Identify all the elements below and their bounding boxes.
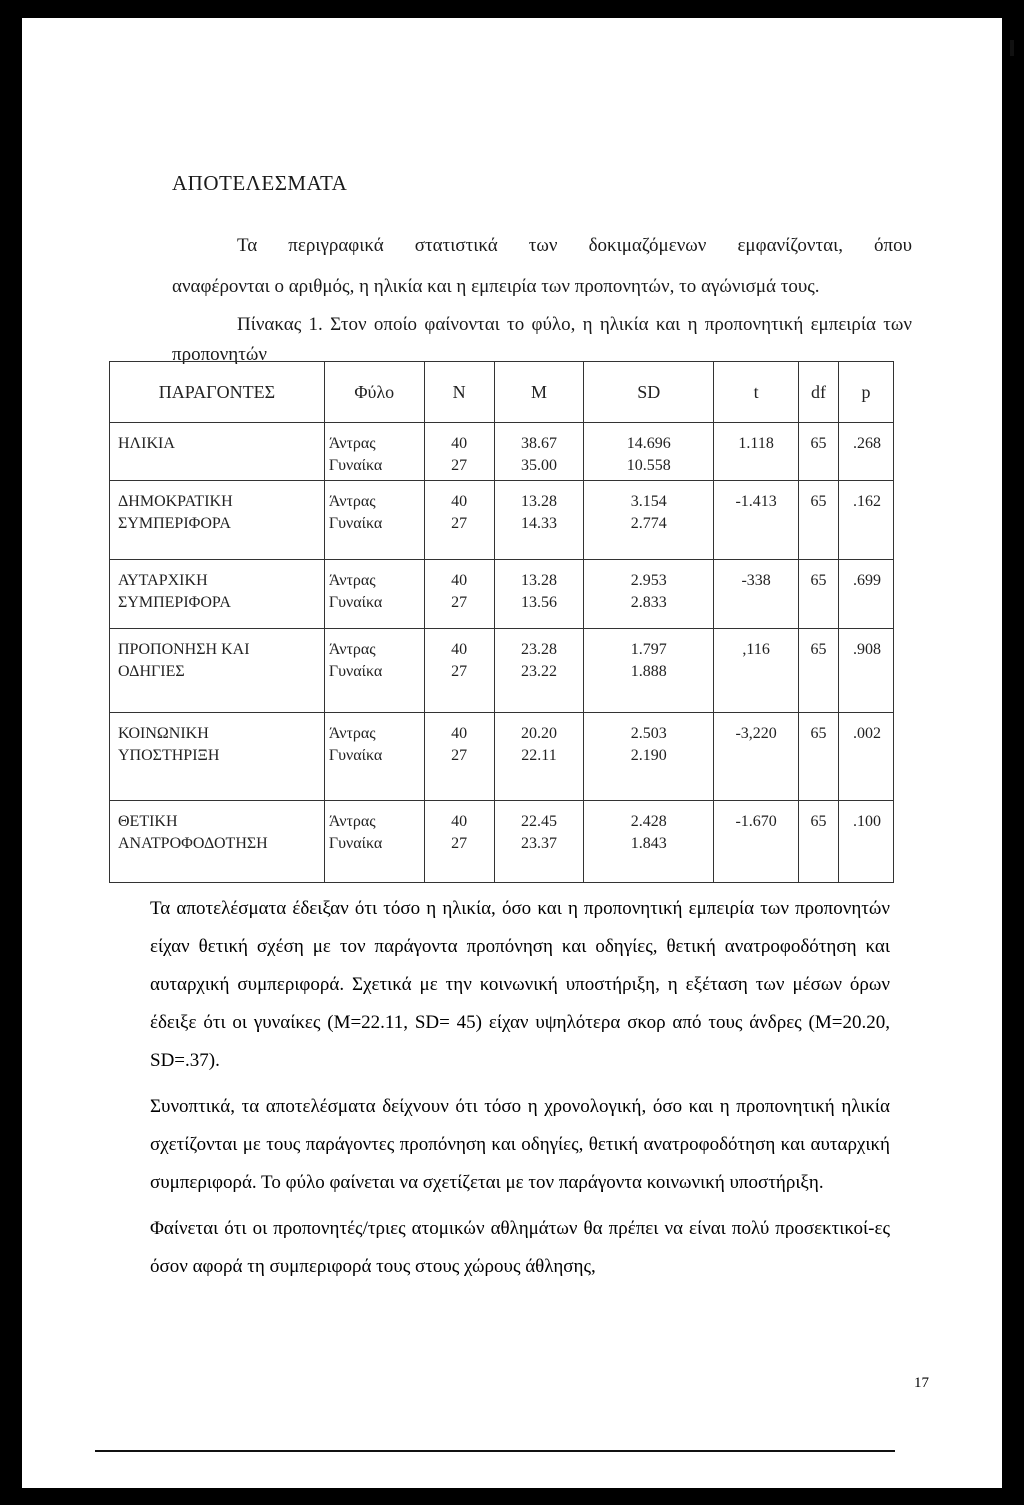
page-number: 17	[914, 1375, 929, 1391]
cell-sex-value: Άντρας	[328, 435, 376, 452]
cell-sd-value: 1.797	[630, 640, 667, 658]
cell-t	[714, 628, 799, 712]
cell-factor-value: ΚΟΙΝΩΝΙΚΗ	[118, 724, 209, 742]
cell-sex	[324, 480, 424, 559]
cell-factor-value: ΟΔΗΓΙΕΣ	[118, 662, 185, 680]
cell-sex-value: Γυναίκα	[328, 746, 383, 764]
cell-p	[838, 628, 893, 712]
cell-m-value: 22.45	[520, 813, 557, 831]
cell-sd-value: 2.953	[630, 571, 667, 589]
cell-factor	[110, 801, 325, 883]
cell-sd	[584, 801, 714, 883]
cell-m-value: 35.00	[520, 457, 557, 474]
cell-df	[799, 559, 839, 628]
caption-line-2: προπονητών	[172, 344, 267, 365]
cell-m-value: 13.28	[520, 571, 557, 589]
table-row	[110, 712, 894, 801]
cell-sex	[324, 712, 424, 801]
cell-df-value: 65	[810, 492, 827, 510]
table-row	[110, 559, 894, 628]
cell-n-value: 27	[451, 662, 468, 680]
cell-n	[424, 423, 494, 481]
header-t: t	[714, 362, 799, 423]
cell-sd-value: 2.774	[630, 514, 667, 532]
header-n: Ν	[424, 362, 494, 423]
cell-p	[838, 712, 893, 801]
cell-n	[424, 628, 494, 712]
cell-p	[838, 559, 893, 628]
cell-n-value: 40	[451, 813, 468, 831]
statistics-table	[109, 361, 894, 883]
cell-p-value: .002	[853, 724, 881, 742]
cell-n-value: 40	[451, 724, 468, 742]
cell-sex	[324, 801, 424, 883]
cell-factor	[110, 628, 325, 712]
header-sd: SD	[584, 362, 714, 423]
cell-factor-value: ΑΝΑΤΡΟΦΟΔΟΤΗΣΗ	[118, 835, 268, 853]
cell-n	[424, 801, 494, 883]
cell-t	[714, 559, 799, 628]
cell-factor-value: ΠΡΟΠΟΝΗΣΗ ΚΑΙ	[118, 640, 250, 658]
cell-sex-value: Γυναίκα	[328, 514, 383, 532]
page-bottom-rule	[95, 1450, 895, 1452]
cell-m	[494, 423, 584, 481]
cell-factor-value: ΣΥΜΠΕΡΙΦΟΡΑ	[118, 514, 231, 532]
cell-df-value: 65	[810, 813, 827, 831]
cell-t-value: ,116	[742, 640, 770, 658]
cell-sex-value: Άντρας	[328, 813, 376, 831]
cell-n-value: 27	[451, 593, 468, 611]
caption-line-1: Πίνακας 1. Στον οποίο φαίνονται το φύλο, η ηλικία και η προπονητική εμπειρία των	[237, 314, 912, 335]
cell-factor	[110, 423, 325, 481]
results-paragraph-1: Τα αποτελέσματα έδειξαν ότι τόσο η ηλικία, όσο και η προπονητική εμπειρία των προπονητών είχαν θετική σχέση με τον παράγοντα προπόνηση και οδηγίες, θετική ανατροφοδότηση και αυταρχική συμπεριφορά. Σχετικά με την κοινωνική υποστήριξη, η εξέταση των μέσων όρων έδειξε ότι οι γυναίκες (Μ=22.11, SD= 45) είχαν υψηλότερα σκορ από τους άνδρες (Μ=20.20, SD=.37).	[150, 898, 890, 1071]
cell-p-value: .100	[853, 813, 881, 831]
cell-n	[424, 480, 494, 559]
cell-m	[494, 628, 584, 712]
cell-sex-value: Γυναίκα	[328, 835, 383, 853]
cell-p	[838, 801, 893, 883]
cell-df-value: 65	[810, 571, 827, 589]
cell-n-value: 27	[451, 835, 468, 853]
table-row	[110, 628, 894, 712]
cell-t-value: -1.413	[735, 492, 777, 510]
cell-df	[799, 801, 839, 883]
cell-sex-value: Άντρας	[328, 492, 376, 510]
cell-p-value: .699	[853, 571, 881, 589]
header-factors: ΠΑΡΑΓΟΝΤΕΣ	[110, 362, 325, 423]
cell-sex-value: Γυναίκα	[328, 593, 383, 611]
cell-n-value: 40	[451, 435, 468, 452]
cell-df	[799, 480, 839, 559]
results-paragraph-2: Συνοπτικά, τα αποτελέσματα δείχνουν ότι τόσο η χρονολογική, όσο και η προπονητική ηλικία σχετίζονται με τους παράγοντες προπόνηση και οδηγίες, θετική ανατροφοδότηση και αυταρχική συμπεριφορά. Το φύλο φαίνεται να σχετίζεται με τον παράγοντα κοινωνική υποστήριξη.	[150, 1096, 890, 1193]
table-row	[110, 801, 894, 883]
cell-sex-value: Άντρας	[328, 724, 376, 742]
cell-df-value: 65	[810, 724, 827, 742]
cell-sd-value: 1.888	[630, 662, 667, 680]
cell-df	[799, 628, 839, 712]
cell-m	[494, 480, 584, 559]
cell-m-value: 14.33	[520, 514, 557, 532]
cell-factor	[110, 559, 325, 628]
section-heading: ΑΠΟΤΕΛΕΣΜΑΤΑ	[172, 171, 348, 195]
intro-paragraph	[172, 225, 912, 307]
cell-n	[424, 712, 494, 801]
cell-sd-value: 2.833	[630, 593, 667, 611]
cell-n-value: 40	[451, 640, 468, 658]
header-df: df	[799, 362, 839, 423]
cell-t-value: -3,220	[735, 724, 777, 742]
cell-p-value: .162	[853, 492, 881, 510]
cell-m	[494, 712, 584, 801]
cell-sd-value: 1.843	[630, 835, 667, 853]
cell-df	[799, 712, 839, 801]
cell-n-value: 40	[451, 571, 468, 589]
intro-line-1: Τα περιγραφικά στατιστικά των δοκιμαζόμενων εμφανίζονται, όπου	[237, 235, 912, 256]
cell-sex	[324, 628, 424, 712]
cell-sd	[584, 712, 714, 801]
header-p: p	[838, 362, 893, 423]
header-sex: Φύλο	[324, 362, 424, 423]
cell-factor-value: ΗΛΙΚΙΑ	[118, 435, 175, 452]
results-text	[150, 890, 890, 1286]
cell-p-value: .908	[853, 640, 881, 658]
cell-sex-value: Γυναίκα	[328, 457, 383, 474]
cell-t-value: 1.118	[738, 435, 774, 452]
cell-sex-value: Άντρας	[328, 640, 376, 658]
cell-sex-value: Άντρας	[328, 571, 376, 589]
cell-p	[838, 423, 893, 481]
intro-line-2: αναφέρονται ο αριθμός, η ηλικία και η εμπειρία των προπονητών, το αγώνισμά τους.	[172, 276, 820, 297]
cell-t-value: -338	[741, 571, 771, 589]
cell-sd-value: 3.154	[630, 492, 667, 510]
cell-sd	[584, 559, 714, 628]
cell-sex	[324, 423, 424, 481]
cell-t	[714, 423, 799, 481]
cell-n	[424, 559, 494, 628]
cell-n-value: 27	[451, 514, 468, 532]
table-row	[110, 423, 894, 481]
cell-n-value: 40	[451, 492, 468, 510]
results-paragraph-3: Φαίνεται ότι οι προπονητές/τριες ατομικών αθλημάτων θα πρέπει να είναι πολύ προσεκτικοί-ες όσον αφορά τη συμπεριφορά τους στους χώρους άθλησης,	[150, 1218, 890, 1277]
cell-df-value: 65	[810, 640, 827, 658]
cell-sd-value: 2.428	[630, 813, 667, 831]
scan-corner-mark	[1010, 40, 1014, 56]
cell-sd-value: 2.190	[630, 746, 667, 764]
table-row	[110, 480, 894, 559]
cell-t	[714, 801, 799, 883]
cell-m-value: 13.56	[520, 593, 557, 611]
cell-sex-value: Γυναίκα	[328, 662, 383, 680]
cell-m	[494, 559, 584, 628]
cell-t	[714, 712, 799, 801]
cell-m-value: 23.22	[520, 662, 557, 680]
cell-t	[714, 480, 799, 559]
cell-p-value: .268	[853, 435, 881, 452]
table-header-row	[110, 362, 894, 423]
cell-sd-value: 14.696	[626, 435, 671, 452]
cell-m-value: 22.11	[521, 746, 557, 764]
cell-m-value: 23.37	[520, 835, 557, 853]
cell-factor	[110, 712, 325, 801]
cell-factor-value: ΔΗΜΟΚΡΑΤΙΚΗ	[118, 492, 233, 510]
cell-p	[838, 480, 893, 559]
cell-m	[494, 801, 584, 883]
cell-factor-value: ΣΥΜΠΕΡΙΦΟΡΑ	[118, 593, 231, 611]
cell-t-value: -1.670	[735, 813, 777, 831]
cell-sd-value: 10.558	[626, 457, 671, 474]
header-m: Μ	[494, 362, 584, 423]
cell-sd	[584, 628, 714, 712]
cell-m-value: 38.67	[520, 435, 557, 452]
cell-n-value: 27	[451, 457, 468, 474]
cell-sd	[584, 480, 714, 559]
cell-m-value: 13.28	[520, 492, 557, 510]
cell-factor-value: ΥΠΟΣΤΗΡΙΞΗ	[118, 746, 220, 764]
cell-df	[799, 423, 839, 481]
cell-sd-value: 2.503	[630, 724, 667, 742]
cell-factor	[110, 480, 325, 559]
cell-sex	[324, 559, 424, 628]
cell-factor-value: ΑΥΤΑΡΧΙΚΗ	[118, 571, 208, 589]
cell-m-value: 23.28	[520, 640, 557, 658]
cell-sd	[584, 423, 714, 481]
cell-n-value: 27	[451, 746, 468, 764]
cell-m-value: 20.20	[520, 724, 557, 742]
cell-df-value: 65	[810, 435, 827, 452]
cell-factor-value: ΘΕΤΙΚΗ	[118, 813, 178, 831]
